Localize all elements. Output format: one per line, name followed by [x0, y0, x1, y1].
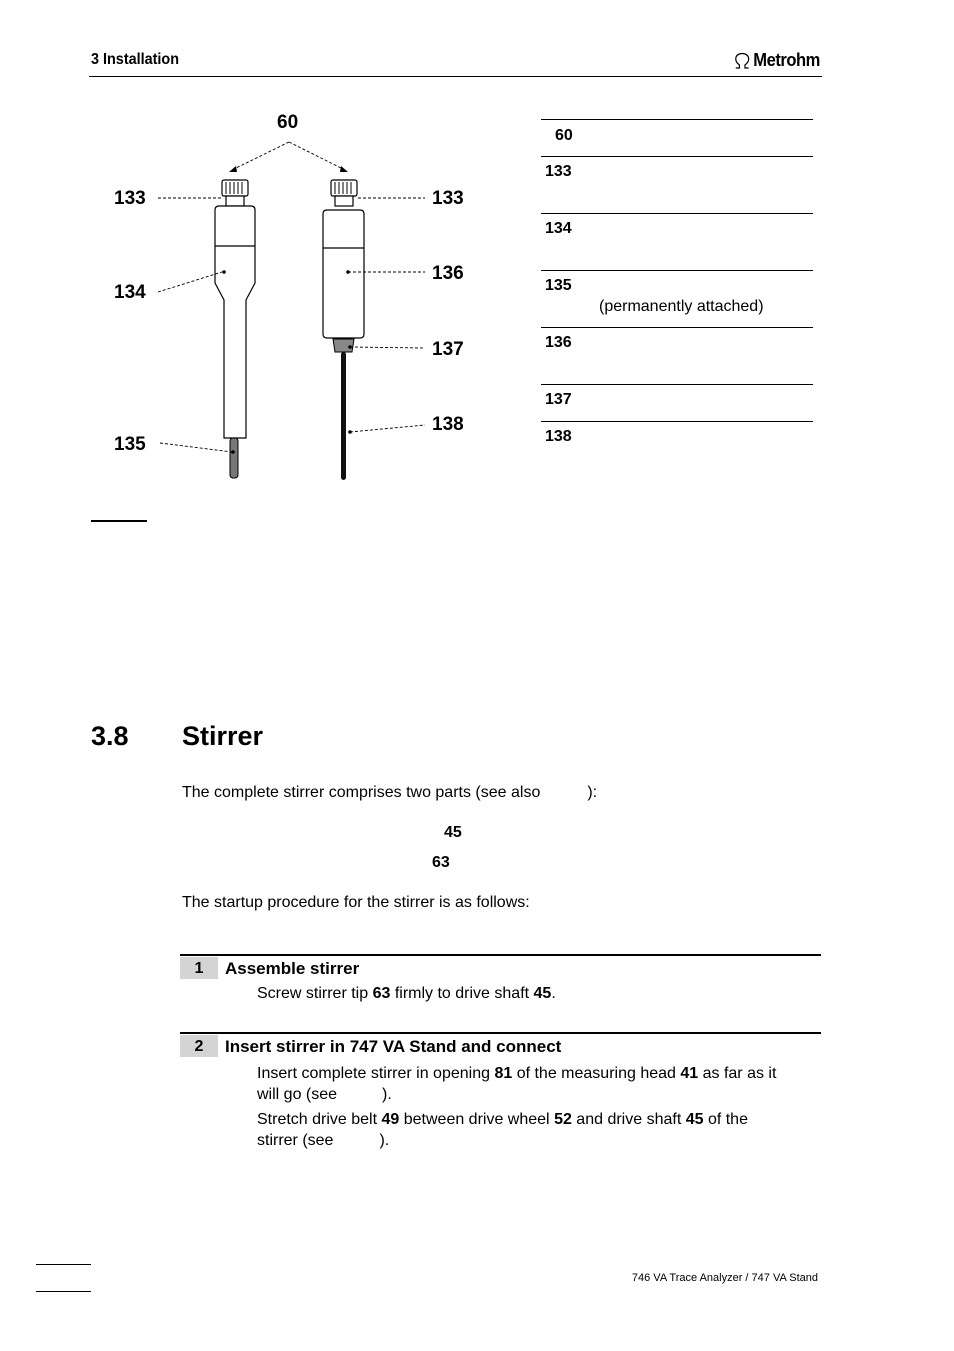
- note-rule: [91, 520, 147, 522]
- footer-rule: [36, 1291, 91, 1292]
- legend-row: [541, 119, 813, 157]
- intro-text-b: ):: [587, 784, 598, 801]
- procedure-text: The startup procedure for the stirrer is as follows:: [182, 894, 530, 911]
- figure-label-138: 138: [432, 414, 464, 435]
- omega-icon: [733, 52, 751, 70]
- brand-name: Metrohm: [753, 50, 820, 70]
- figure-label-135: 135: [114, 434, 146, 455]
- step-text-part: Insert complete stirrer in opening: [257, 1065, 495, 1082]
- step-ref-number: 49: [381, 1111, 400, 1128]
- section-number: 3.8: [91, 721, 129, 751]
- figure-label-136: 136: [432, 263, 464, 284]
- chapter-heading: 3 Installation: [91, 51, 180, 68]
- figure-label-133-right: 133: [432, 188, 464, 209]
- figure-label-137: 137: [432, 339, 464, 360]
- step-ref-number: 63: [372, 985, 391, 1002]
- legend-number: 133: [545, 163, 572, 180]
- legend-number: 135: [545, 277, 572, 294]
- step-text-part: of the measuring head: [512, 1065, 681, 1082]
- step-text-part: Screw stirrer tip: [257, 985, 373, 1002]
- step-number: 2: [180, 1035, 218, 1057]
- step-text-part: .: [551, 985, 556, 1002]
- intro-text: [182, 784, 597, 802]
- figure-label-133-left: 133: [114, 188, 146, 209]
- figure-label-60: 60: [277, 112, 299, 133]
- step-ref-number: 45: [685, 1111, 704, 1128]
- step-text-part: between drive wheel: [399, 1111, 555, 1128]
- step-number: 1: [180, 957, 218, 979]
- step-title: Assemble stirrer: [225, 959, 360, 978]
- step-ref-number: 45: [533, 985, 552, 1002]
- step-text-part: stirrer (see: [257, 1132, 334, 1149]
- header-rule: [89, 76, 822, 77]
- footer-rule: [36, 1264, 91, 1265]
- legend-row: [541, 421, 813, 459]
- step-text: [257, 985, 556, 1003]
- legend-number: 137: [545, 391, 572, 408]
- legend-row: [541, 327, 813, 385]
- legend-number: 134: [545, 220, 572, 237]
- step-text: [257, 1109, 748, 1151]
- step-ref-number: 81: [494, 1065, 513, 1082]
- step-title: Insert stirrer in 747 VA Stand and connect: [225, 1037, 562, 1056]
- legend-row: [541, 384, 813, 422]
- intro-text-a: The complete stirrer comprises two parts (see also: [182, 784, 541, 801]
- section-title: Stirrer: [182, 721, 264, 751]
- step-text-part: of the: [703, 1111, 748, 1128]
- legend-number: 138: [545, 428, 572, 445]
- figure-label-134: 134: [114, 282, 146, 303]
- legend-description: (permanently attached): [599, 298, 764, 315]
- step-text-part: and drive shaft: [571, 1111, 686, 1128]
- part-stirrer-tip-number: 63: [432, 854, 450, 871]
- step-text-part: ).: [382, 1086, 392, 1103]
- legend-row: [541, 270, 813, 328]
- legend-row: [541, 213, 813, 271]
- step-rule: [180, 1032, 821, 1034]
- step-text-part: as far as it: [698, 1065, 777, 1082]
- part-drive-shaft-number: 45: [444, 824, 462, 841]
- legend-number: 60: [555, 127, 573, 144]
- step-text-part: Stretch drive belt: [257, 1111, 382, 1128]
- legend-number: 136: [545, 334, 572, 351]
- legend-row: [541, 156, 813, 214]
- step-text: [257, 1063, 776, 1105]
- step-text-part: firmly to drive shaft: [390, 985, 534, 1002]
- step-text-part: will go (see: [257, 1086, 338, 1103]
- metrohm-logo: [733, 50, 820, 71]
- step-text-part: ).: [379, 1132, 390, 1149]
- step-ref-number: 41: [680, 1065, 699, 1082]
- electrode-figure: [100, 105, 500, 495]
- footer-product: 746 VA Trace Analyzer / 747 VA Stand: [631, 1272, 818, 1284]
- step-ref-number: 52: [554, 1111, 572, 1128]
- step-rule: [180, 954, 821, 956]
